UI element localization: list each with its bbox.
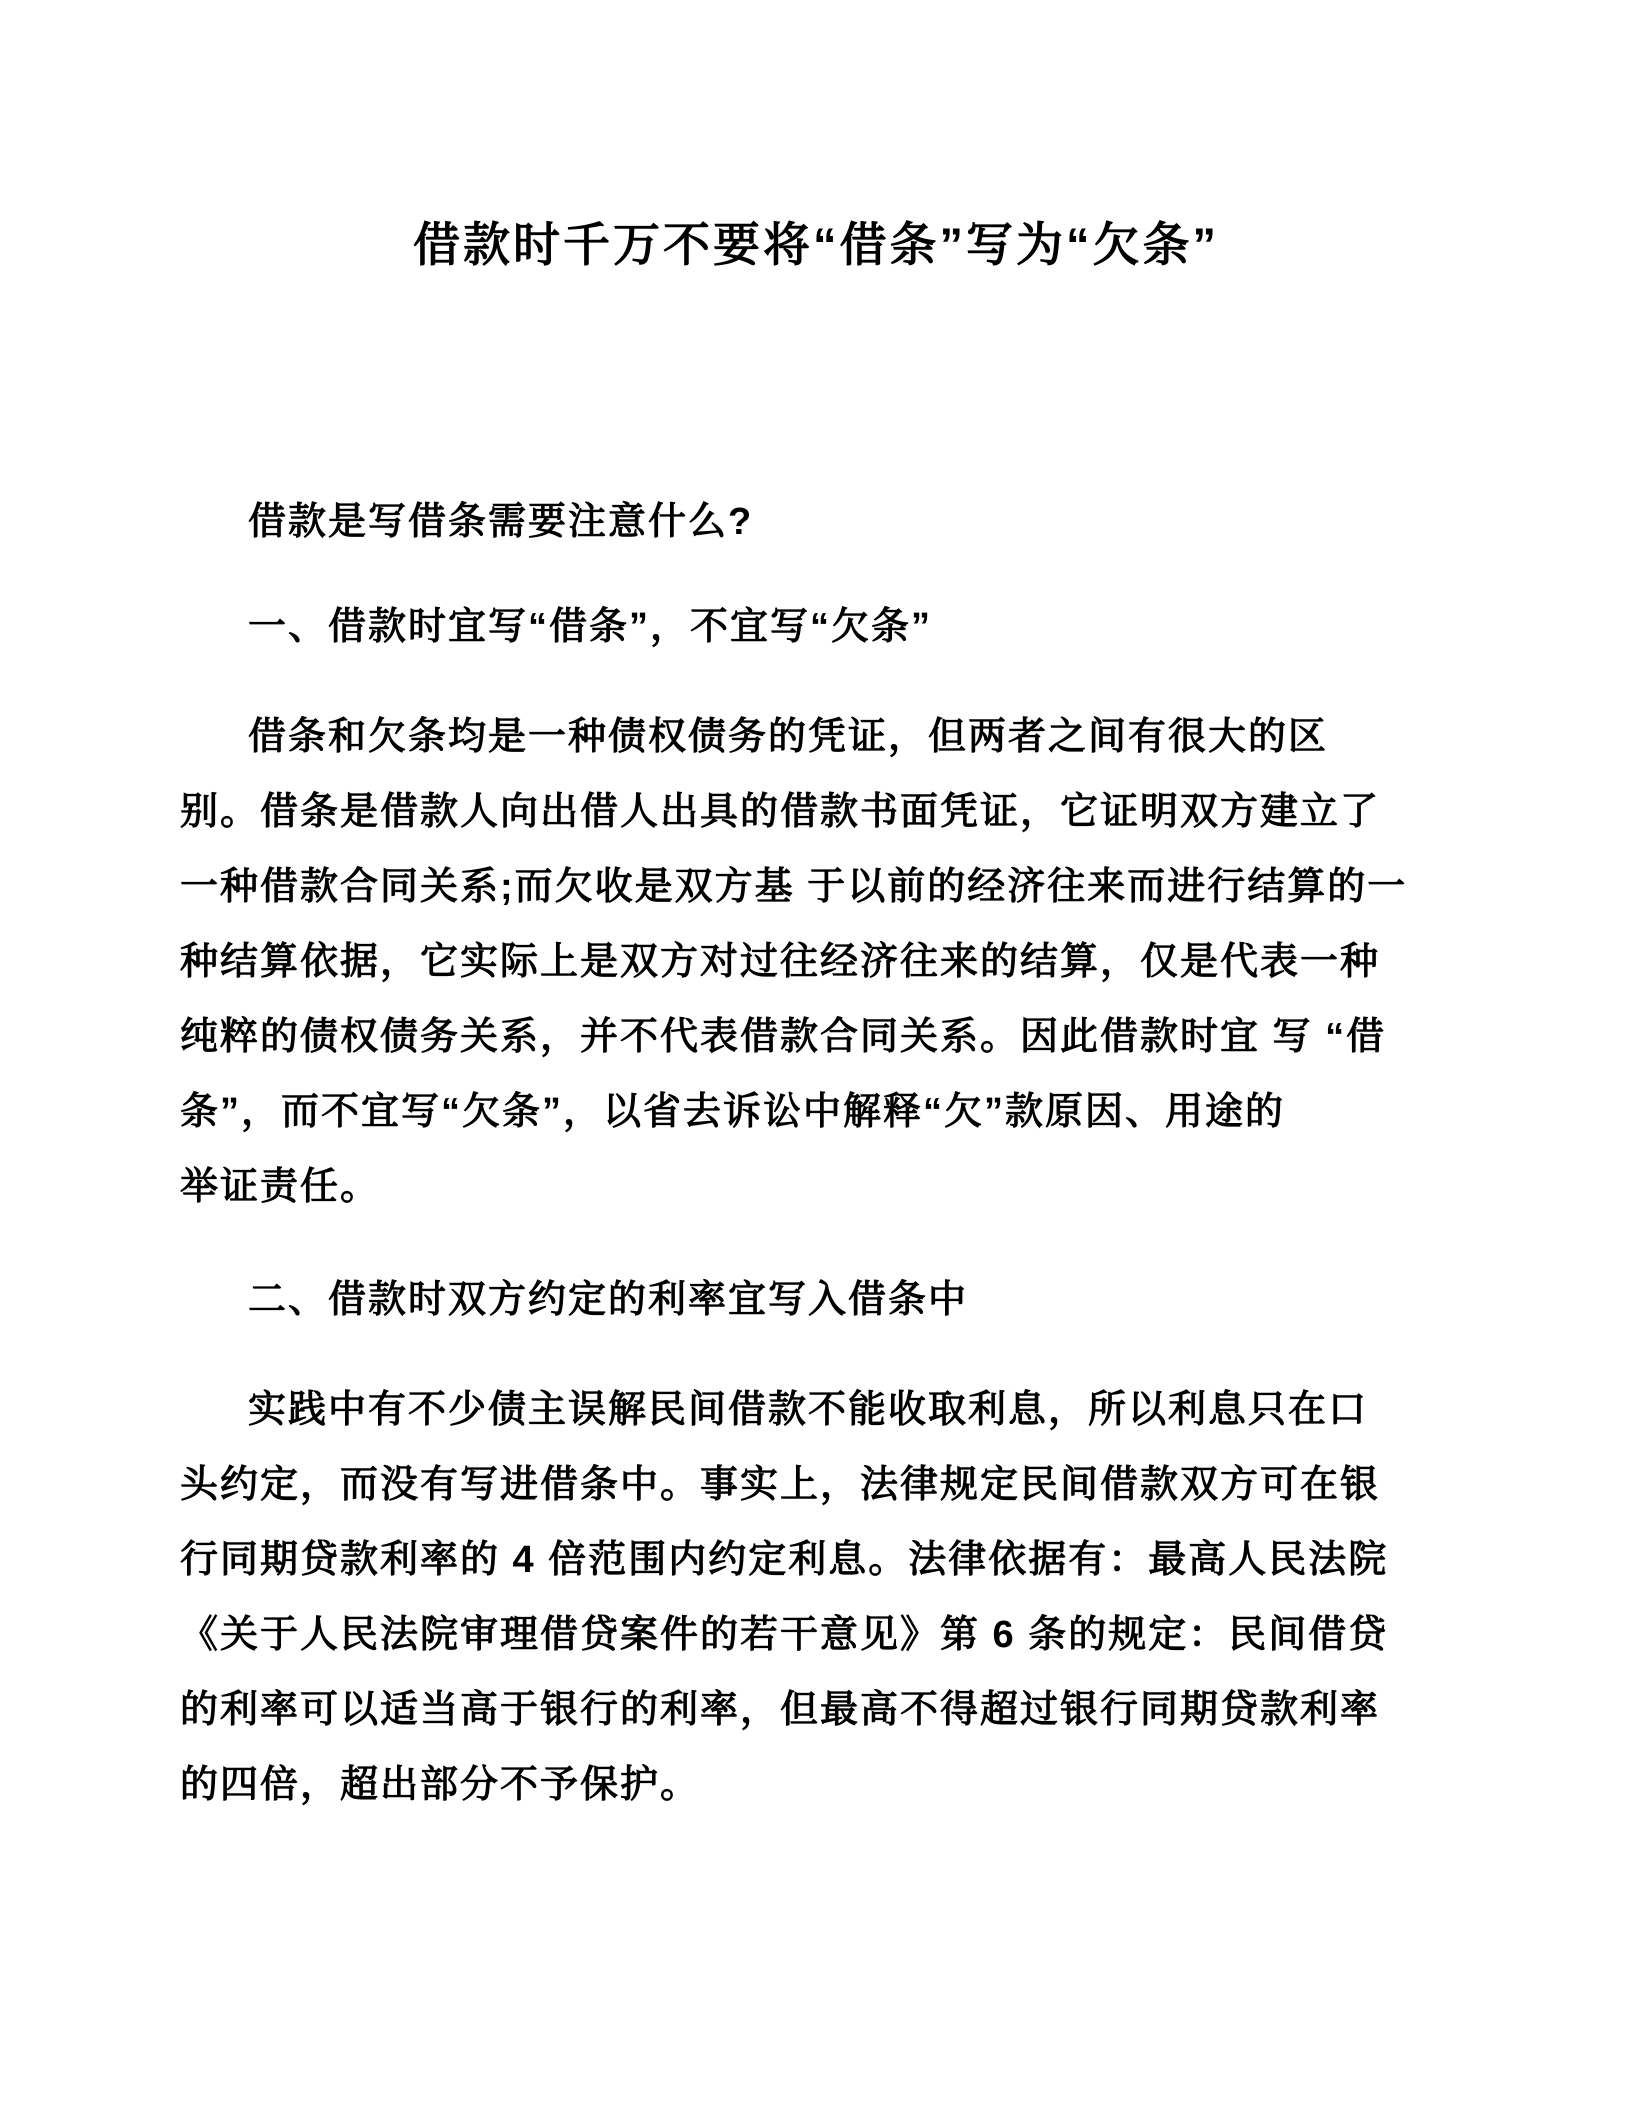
section1-heading: 一、借款时宜写“借条”，不宜写“欠条” (248, 606, 933, 648)
paragraph-line: 《关于人民法院审理借贷案件的若干意见》第 6 条的规定：民间借贷 (180, 1614, 1389, 1656)
paragraph-line: 纯粹的债权债务关系，并不代表借款合同关系。因此借款时宜 写 “借 (180, 1016, 1387, 1058)
section1-paragraph (180, 700, 1542, 1225)
paragraph-line: 的利率可以适当高于银行的利率，但最高不得超过银行同期贷款利率 (180, 1689, 1381, 1731)
paragraph-line: 实践中有不少债主误解民间借款不能收取利息，所以利息只在口 (248, 1389, 1369, 1431)
section2-paragraph (180, 1373, 1542, 1823)
document-body (180, 485, 1542, 1823)
document-title: 借款时千万不要将“借条”写为“欠条” (413, 218, 1219, 271)
paragraph-line: 种结算依据，它实际上是双方对过往经济往来的结算，仅是代表一种 (180, 941, 1381, 983)
paragraph-line: 借条和欠条均是一种债权债务的凭证，但两者之间有很大的区 (248, 716, 1329, 758)
paragraph-line: 的四倍，超出部分不予保护。 (180, 1764, 701, 1806)
paragraph-line: 行同期贷款利率的 4 倍范围内约定利息。法律依据有：最高人民法院 (180, 1539, 1389, 1581)
paragraph-line: 举证责任。 (180, 1166, 381, 1208)
paragraph-line: 头约定，而没有写进借条中。事实上，法律规定民间借款双方可在银 (180, 1464, 1381, 1506)
section2-heading: 二、借款时双方约定的利率宜写入借条中 (248, 1279, 969, 1321)
intro-question: 借款是写借条需要注意什么? (248, 501, 754, 543)
paragraph-line: 条”，而不宜写“欠条”，以省去诉讼中解释“欠”款原因、用途的 (180, 1091, 1286, 1133)
paragraph-line: 别。借条是借款人向出借人出具的借款书面凭证，它证明双方建立了 (180, 791, 1381, 833)
paragraph-line: 一种借款合同关系;而欠收是双方基 于以前的经济往来而进行结算的一 (180, 866, 1408, 908)
